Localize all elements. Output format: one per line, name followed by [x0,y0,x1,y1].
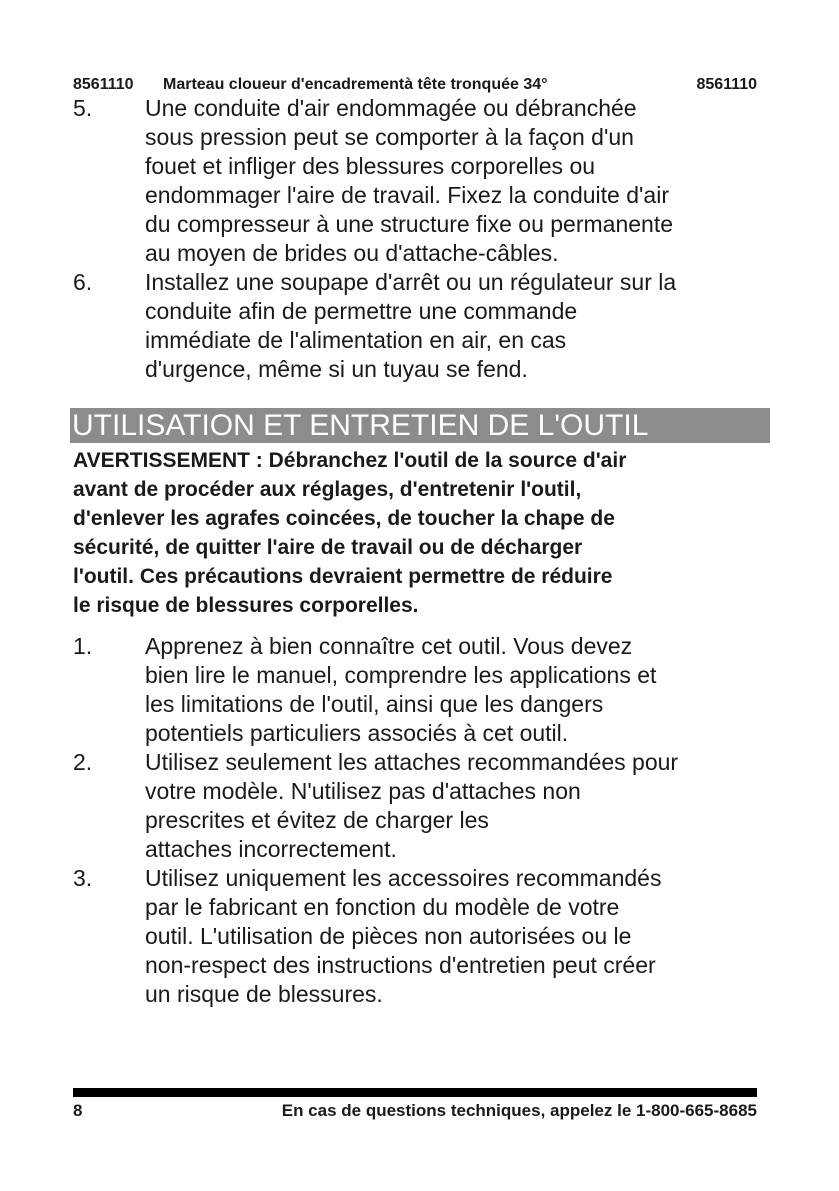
item-text [145,268,676,384]
list-item [73,748,773,864]
item-number: 2. [73,749,93,775]
section-heading: UTILISATION ET ENTRETIEN DE L'OUTIL [70,408,770,443]
text-line: sous pression peut se comporter à la façon d'un [145,124,634,150]
warning-line: d'enlever les agrafes coincées, de toucher la chape de [73,507,615,530]
footer-rule [73,1088,757,1097]
text-line: fouet et infliger des blessures corporelles ou [145,153,596,179]
text-line: Installez une soupape d'arrêt ou un régulateur sur la [145,269,677,295]
text-line: conduite afin de permettre une commande [145,298,578,324]
model-code-right: 8561110 [696,76,757,93]
list-item [73,268,773,384]
text-line: attaches incorrectement. [145,836,397,862]
item-text [145,864,661,1009]
item-text [145,632,656,748]
text-line: non-respect des instructions d'entretien peut créer [145,952,656,978]
item-number: 5. [73,95,93,121]
warning-line: le risque de blessures corporelles. [73,594,419,617]
text-line: par le fabricant en fonction du modèle de votre [145,894,620,920]
item-text [145,94,673,268]
usage-list [73,632,773,1009]
warning-line: avant de procéder aux réglages, d'entretenir l'outil, [73,478,582,501]
header-title: Marteau cloueur d'encadrementà tête tronquée 34° [163,76,548,93]
text-line: bien lire le manuel, comprendre les applications et [145,662,657,688]
item-number: 6. [73,269,93,295]
text-line: Une conduite d'air endommagée ou débranchée [145,95,637,121]
text-line: prescrites et évitez de charger les [145,807,489,833]
list-item [73,864,773,1009]
text-line: Utilisez seulement les attaches recommandées pour [145,749,679,775]
item-text [145,748,678,864]
warning-line: AVERTISSEMENT : Débranchez l'outil de la source d'air [73,449,627,472]
text-line: d'urgence, même si un tuyau se fend. [145,356,528,382]
list-item [73,94,773,268]
text-line: un risque de blessures. [145,981,383,1007]
text-line: endommager l'aire de travail. Fixez la conduite d'air [145,182,669,208]
text-line: les limitations de l'outil, ainsi que les dangers [145,691,604,717]
list-item [73,632,773,748]
footer [73,1101,757,1121]
model-code-left: 8561110 [73,76,134,93]
text-line: Apprenez à bien connaître cet outil. Vous devez [145,633,633,659]
text-line: immédiate de l'alimentation en air, en cas [145,327,567,353]
warning-line: sécurité, de quitter l'aire de travail ou de décharger [73,536,583,559]
warning-line: l'outil. Ces précautions devraient permettre de réduire [73,565,613,588]
item-number: 3. [73,865,93,891]
warning-paragraph [73,446,626,620]
item-number: 1. [73,633,93,659]
running-header [73,76,757,94]
text-line: Utilisez uniquement les accessoires recommandés [145,865,662,891]
text-line: outil. L'utilisation de pièces non autorisées ou le [145,923,632,949]
help-line: En cas de questions techniques, appelez le 1-800-665-8685 [281,1101,757,1120]
page-number: 8 [73,1101,83,1120]
text-line: au moyen de brides ou d'attache-câbles. [145,240,559,266]
text-line: du compresseur à une structure fixe ou permanente [145,211,674,237]
text-line: potentiels particuliers associés à cet outil. [145,720,569,746]
safety-list-continued [73,94,773,384]
text-line: votre modèle. N'utilisez pas d'attaches non [145,778,581,804]
